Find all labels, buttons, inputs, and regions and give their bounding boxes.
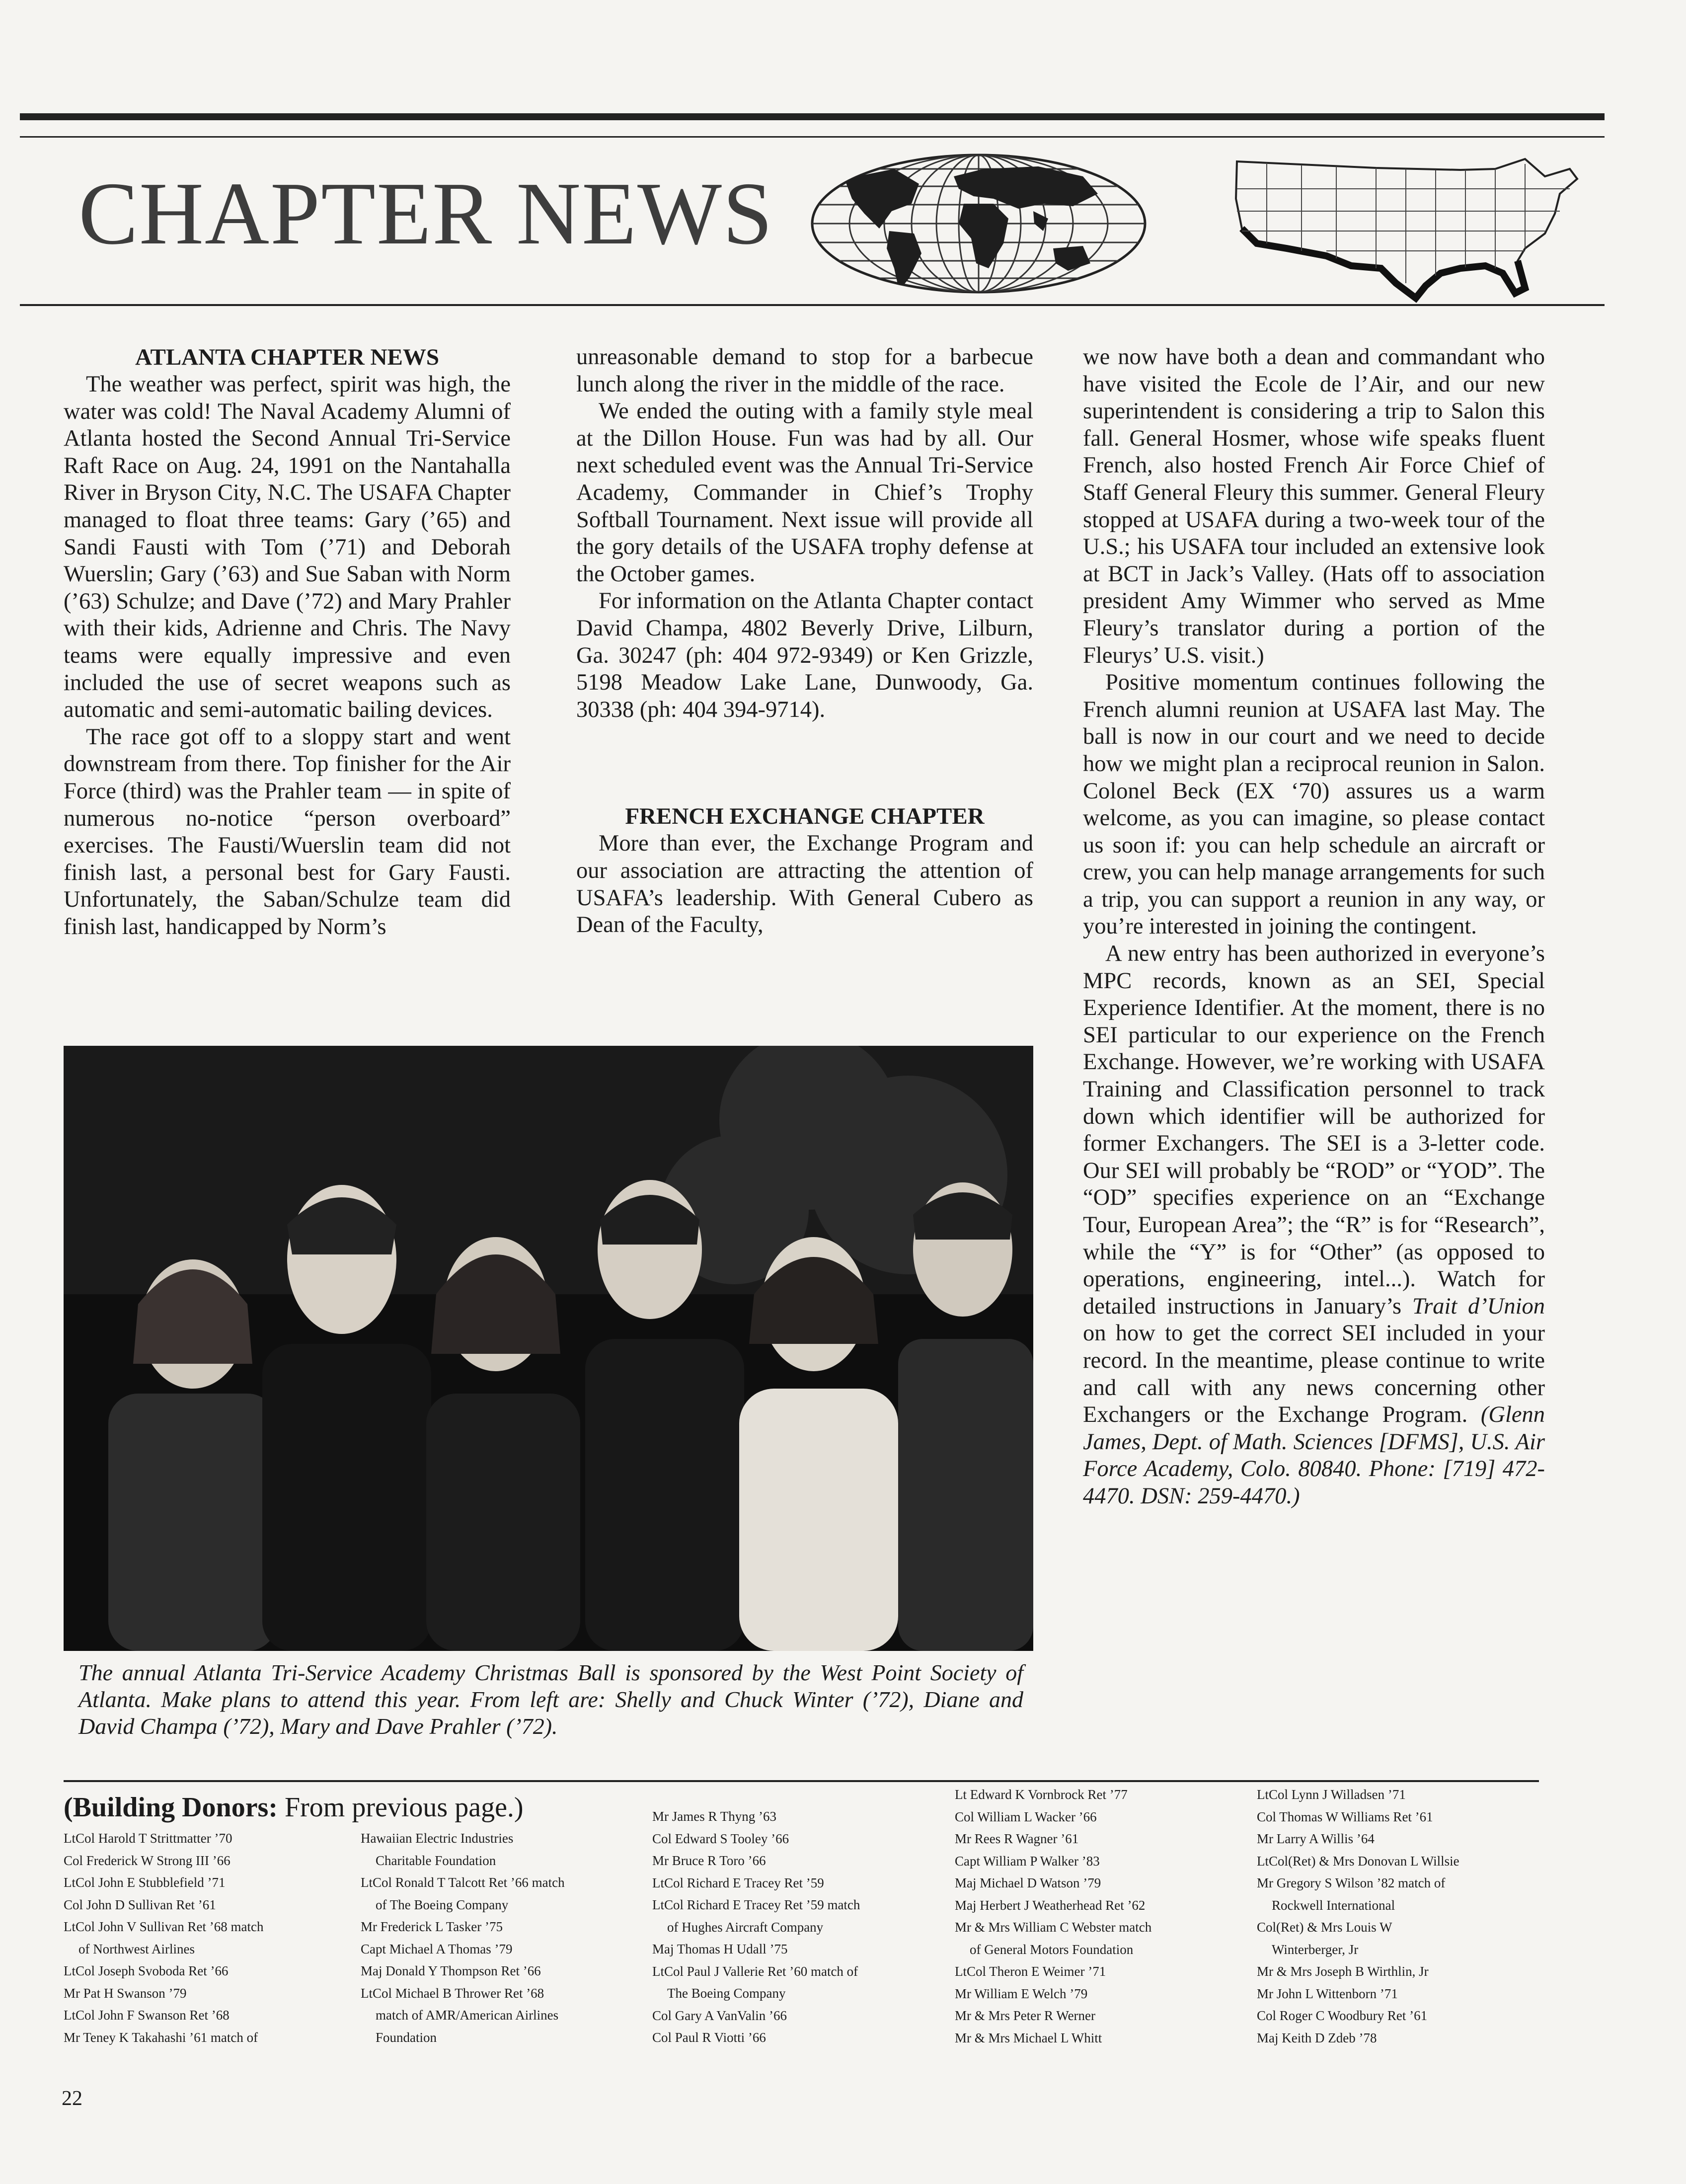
newsletter-title: Trait d’Union xyxy=(1412,1293,1545,1319)
donor-entry: LtCol Joseph Svoboda Ret ’66 xyxy=(64,1963,229,1978)
donor-entry: Col Frederick W Strong III ’66 xyxy=(64,1853,230,1868)
donor-entry: Mr Bruce R Toro ’66 xyxy=(652,1853,766,1868)
donor-entry: Mr & Mrs William C Webster match xyxy=(955,1920,1152,1935)
french-paragraph-4 xyxy=(1083,940,1545,1510)
world-globe-icon xyxy=(805,149,1152,298)
donor-entry: Col Edward S Tooley ’66 xyxy=(652,1831,789,1846)
donor-entry: LtCol Ronald T Talcott Ret ’66 match xyxy=(361,1875,565,1890)
donor-entry: LtCol(Ret) & Mrs Donovan L Willsie xyxy=(1257,1853,1459,1869)
atlanta-paragraph-3: unreasonable demand to stop for a barbecue lunch along the river in the middle of the race. xyxy=(576,344,1033,397)
donor-entry: Maj Herbert J Weatherhead Ret ’62 xyxy=(955,1897,1146,1913)
atlanta-paragraph-1: The weather was perfect, spirit was high, the water was cold! The Naval Academy Alumni of Atlanta hosted the Second Annual Tri-Service Raft Race on Aug. 24, 1991 on the Nantahalla River in Bryson City, N.C. The USAFA Chapter managed to float three teams: Gary (’65) and Sandi Fausti with Tom (’71) and Deborah Wuerslin; Gary (’63) and Sue Saban with Norm (’63) Schulze; and Dave (’72) and Mary Prahler with their kids, Adrienne and Chris. The Navy teams were equally impressive and even included the use of secret weapons such as automatic and semi-automatic bailing devices. xyxy=(64,372,511,723)
donors-column-1 xyxy=(64,1827,264,2048)
donors-heading-rest: From previous page.) xyxy=(285,1792,524,1823)
donor-entry: of General Motors Foundation xyxy=(970,1942,1134,1957)
atlanta-heading: ATLANTA CHAPTER NEWS xyxy=(135,344,439,370)
group-photo-drawing xyxy=(64,1046,1033,1651)
donor-entry: Mr James R Thyng ’63 xyxy=(652,1809,776,1824)
page-title: CHAPTER NEWS xyxy=(78,164,774,263)
donors-heading-bold: (Building Donors: xyxy=(64,1792,278,1823)
donor-entry: of Northwest Airlines xyxy=(78,1941,195,1956)
donor-entry: LtCol Lynn J Willadsen ’71 xyxy=(1257,1787,1406,1802)
french-paragraph-2: we now have both a dean and commandant who have visited the Ecole de l’Air, and our new superintendent is considering a trip to Salon this fall. General Hosmer, whose wife speaks fluent French, also hosted French Air Force Chief of Staff General Fleury this summer. General Fleury stopped at USAFA during a two-week tour of the U.S.; his USAFA tour included an extensive look at BCT in Jack’s Valley. (Hats off to association president Amy Wimmer who served as Mme Fleury’s translator during a portion of the Fleurys’ U.S. visit.) xyxy=(1083,344,1545,668)
donor-entry: Col Gary A VanValin ’66 xyxy=(652,2008,787,2023)
donor-entry: Col(Ret) & Mrs Louis W xyxy=(1257,1920,1392,1935)
donors-column-4 xyxy=(955,1784,1151,2049)
donor-entry: Maj Donald Y Thompson Ret ’66 xyxy=(361,1963,541,1978)
donor-entry: Col Paul R Viotti ’66 xyxy=(652,2030,766,2045)
donor-entry: LtCol Paul J Vallerie Ret ’60 match of xyxy=(652,1963,858,1979)
donors-column-5 xyxy=(1257,1784,1459,2049)
donor-entry: Col Thomas W Williams Ret ’61 xyxy=(1257,1809,1433,1824)
donor-entry: Capt Michael A Thomas ’79 xyxy=(361,1941,513,1956)
donor-entry: LtCol Michael B Thrower Ret ’68 xyxy=(361,1985,544,2001)
atlanta-paragraph-5: For information on the Atlanta Chapter contact David Champa, 4802 Beverly Drive, Lilburn, Ga. 30247 (ph: 404 972-9349) or Ken Grizzle, 5198 Meadow Lake Lane, Dunwoody, Ga. 30338 (ph: 404 394-9714). xyxy=(576,588,1033,722)
french-paragraph-4-text-a: A new entry has been authorized in everyone’s MPC records, known as an SEI, Special Experience Identifier. At the moment, there is no SEI particular to our experience on the French Exchange. However, we’re working with USAFA Training and Classification personnel to track down which identifier will be authorized for former Exchangers. The SEI is a 3-letter code. Our SEI will probably be “ROD” or “YOD”. The “OD” specifies experience on an “Exchange Tour, European Area”; the “R” is for “Research”, while the “Y” is for “Other” (as opposed to operations, engineering, intel...). Watch for detailed instructions in January’s xyxy=(1083,941,1545,1319)
donors-rule xyxy=(64,1780,1539,1782)
donor-entry: Mr & Mrs Joseph B Wirthlin, Jr xyxy=(1257,1964,1429,1979)
donor-entry: LtCol John V Sullivan Ret ’68 match xyxy=(64,1919,264,1934)
donor-entry: Rockwell International xyxy=(1272,1897,1395,1913)
donor-entry: LtCol Harold T Strittmatter ’70 xyxy=(64,1831,232,1846)
donor-entry: Mr William E Welch ’79 xyxy=(955,1986,1088,2001)
donor-entry: Mr & Mrs Peter R Werner xyxy=(955,2008,1096,2023)
article-column-1 xyxy=(64,344,511,940)
donor-entry: Col Roger C Woodbury Ret ’61 xyxy=(1257,2008,1428,2023)
donor-entry: Mr Pat H Swanson ’79 xyxy=(64,1985,187,2001)
donor-entry: Mr Rees R Wagner ’61 xyxy=(955,1831,1079,1846)
donor-entry: Col John D Sullivan Ret ’61 xyxy=(64,1897,216,1912)
donor-entry: Foundation xyxy=(376,2029,437,2045)
donors-column-3 xyxy=(652,1805,860,2049)
donor-entry: Mr Larry A Willis ’64 xyxy=(1257,1831,1375,1846)
donor-entry: LtCol John E Stubblefield ’71 xyxy=(64,1875,226,1890)
christmas-ball-photo xyxy=(64,1046,1033,1651)
donor-entry: LtCol Richard E Tracey Ret ’59 xyxy=(652,1875,824,1890)
donor-entry: Charitable Foundation xyxy=(376,1853,496,1868)
header-rule-thin xyxy=(20,136,1605,138)
french-heading: FRENCH EXCHANGE CHAPTER xyxy=(625,803,985,830)
page-number: 22 xyxy=(62,2087,82,2110)
french-paragraph-1: More than ever, the Exchange Program and our association are attracting the attention of USAFA’s leadership. With General Cubero as Dean of the Faculty, xyxy=(576,831,1033,938)
donor-entry: LtCol John F Swanson Ret ’68 xyxy=(64,2008,230,2023)
donor-entry: LtCol Richard E Tracey Ret ’59 match xyxy=(652,1897,860,1912)
donor-entry: Mr Frederick L Tasker ’75 xyxy=(361,1919,503,1934)
atlanta-paragraph-4: We ended the outing with a family style meal at the Dillon House. Fun was had by all. Our next scheduled event was the Annual Tri-Service Academy, Commander in Chief’s Trophy Softball Tournament. Next issue will provide all the gory details of the USAFA trophy defense at the October games. xyxy=(576,398,1033,587)
donors-heading xyxy=(64,1792,524,1823)
donor-entry: Mr & Mrs Michael L Whitt xyxy=(955,2030,1102,2045)
donor-entry: of Hughes Aircraft Company xyxy=(667,1919,824,1935)
article-column-2 xyxy=(576,344,1033,939)
donor-entry: Maj Thomas H Udall ’75 xyxy=(652,1942,788,1956)
donor-entry: LtCol Theron E Weimer ’71 xyxy=(955,1964,1106,1979)
french-paragraph-4-text-b: on how to get the correct SEI included in your record. In the meantime, please continue to write and call with any news concerning other Exchangers or the Exchange Program. xyxy=(1083,1321,1545,1428)
donor-entry: Mr John L Wittenborn ’71 xyxy=(1257,1986,1398,2001)
donor-entry: Mr Gregory S Wilson ’82 match of xyxy=(1257,1875,1446,1890)
atlanta-paragraph-2: The race got off to a sloppy start and went downstream from there. Top finisher for the Air Force (third) was the Prahler team — in spite of numerous no-notice “person overboard” exercises. The Fausti/Wuerslin team did not finish last, a personal best for Gary Fausti. Unfortunately, the Saban/Schulze team did finish last, handicapped by Norm’s xyxy=(64,724,511,939)
donor-entry: of The Boeing Company xyxy=(376,1897,509,1912)
donor-entry: Hawaiian Electric Industries xyxy=(361,1831,514,1846)
donor-entry: Col William L Wacker ’66 xyxy=(955,1809,1097,1824)
header-rule-top xyxy=(20,113,1605,120)
article-column-3 xyxy=(1083,344,1545,1510)
donor-entry: Capt William P Walker ’83 xyxy=(955,1853,1100,1869)
french-paragraph-3: Positive momentum continues following the French alumni reunion at USAFA last May. The ball is now in our court and we need to decide how we might plan a reciprocal reunion in Salon. Colonel Beck (EX ‘70) assures us a warm welcome, as you can imagine, so please contact us soon if: you can help schedule an aircraft or crew, you can help manage arrangements for such a trip, you can support a reunion in any way, or you’re interested in joining the contingent. xyxy=(1083,670,1545,939)
donor-entry: Winterberger, Jr xyxy=(1272,1942,1359,1957)
donor-entry: Mr Teney K Takahashi ’61 match of xyxy=(64,2029,258,2045)
us-map-icon xyxy=(1227,149,1595,308)
donor-entry: Maj Keith D Zdeb ’78 xyxy=(1257,2030,1377,2045)
donor-entry: The Boeing Company xyxy=(667,1986,786,2001)
photo-caption: The annual Atlanta Tri-Service Academy Christmas Ball is sponsored by the West Point Society of Atlanta. Make plans to attend this year. From left are: Shelly and Chuck Winter (’72), Diane and David Champa (’72), Mary and Dave Prahler (’72). xyxy=(78,1660,1023,1739)
author-signature: (Glenn James, Dept. of Math. Sciences [DFMS], U.S. Air Force Academy, Colo. 80840. Phone: [719] 472-4470. DSN: 259-4470.) xyxy=(1083,1402,1545,1509)
donor-entry: match of AMR/American Airlines xyxy=(376,2008,559,2023)
donors-column-2 xyxy=(361,1827,565,2048)
donor-entry: Maj Michael D Watson ’79 xyxy=(955,1875,1101,1890)
donor-entry: Lt Edward K Vornbrock Ret ’77 xyxy=(955,1787,1128,1802)
